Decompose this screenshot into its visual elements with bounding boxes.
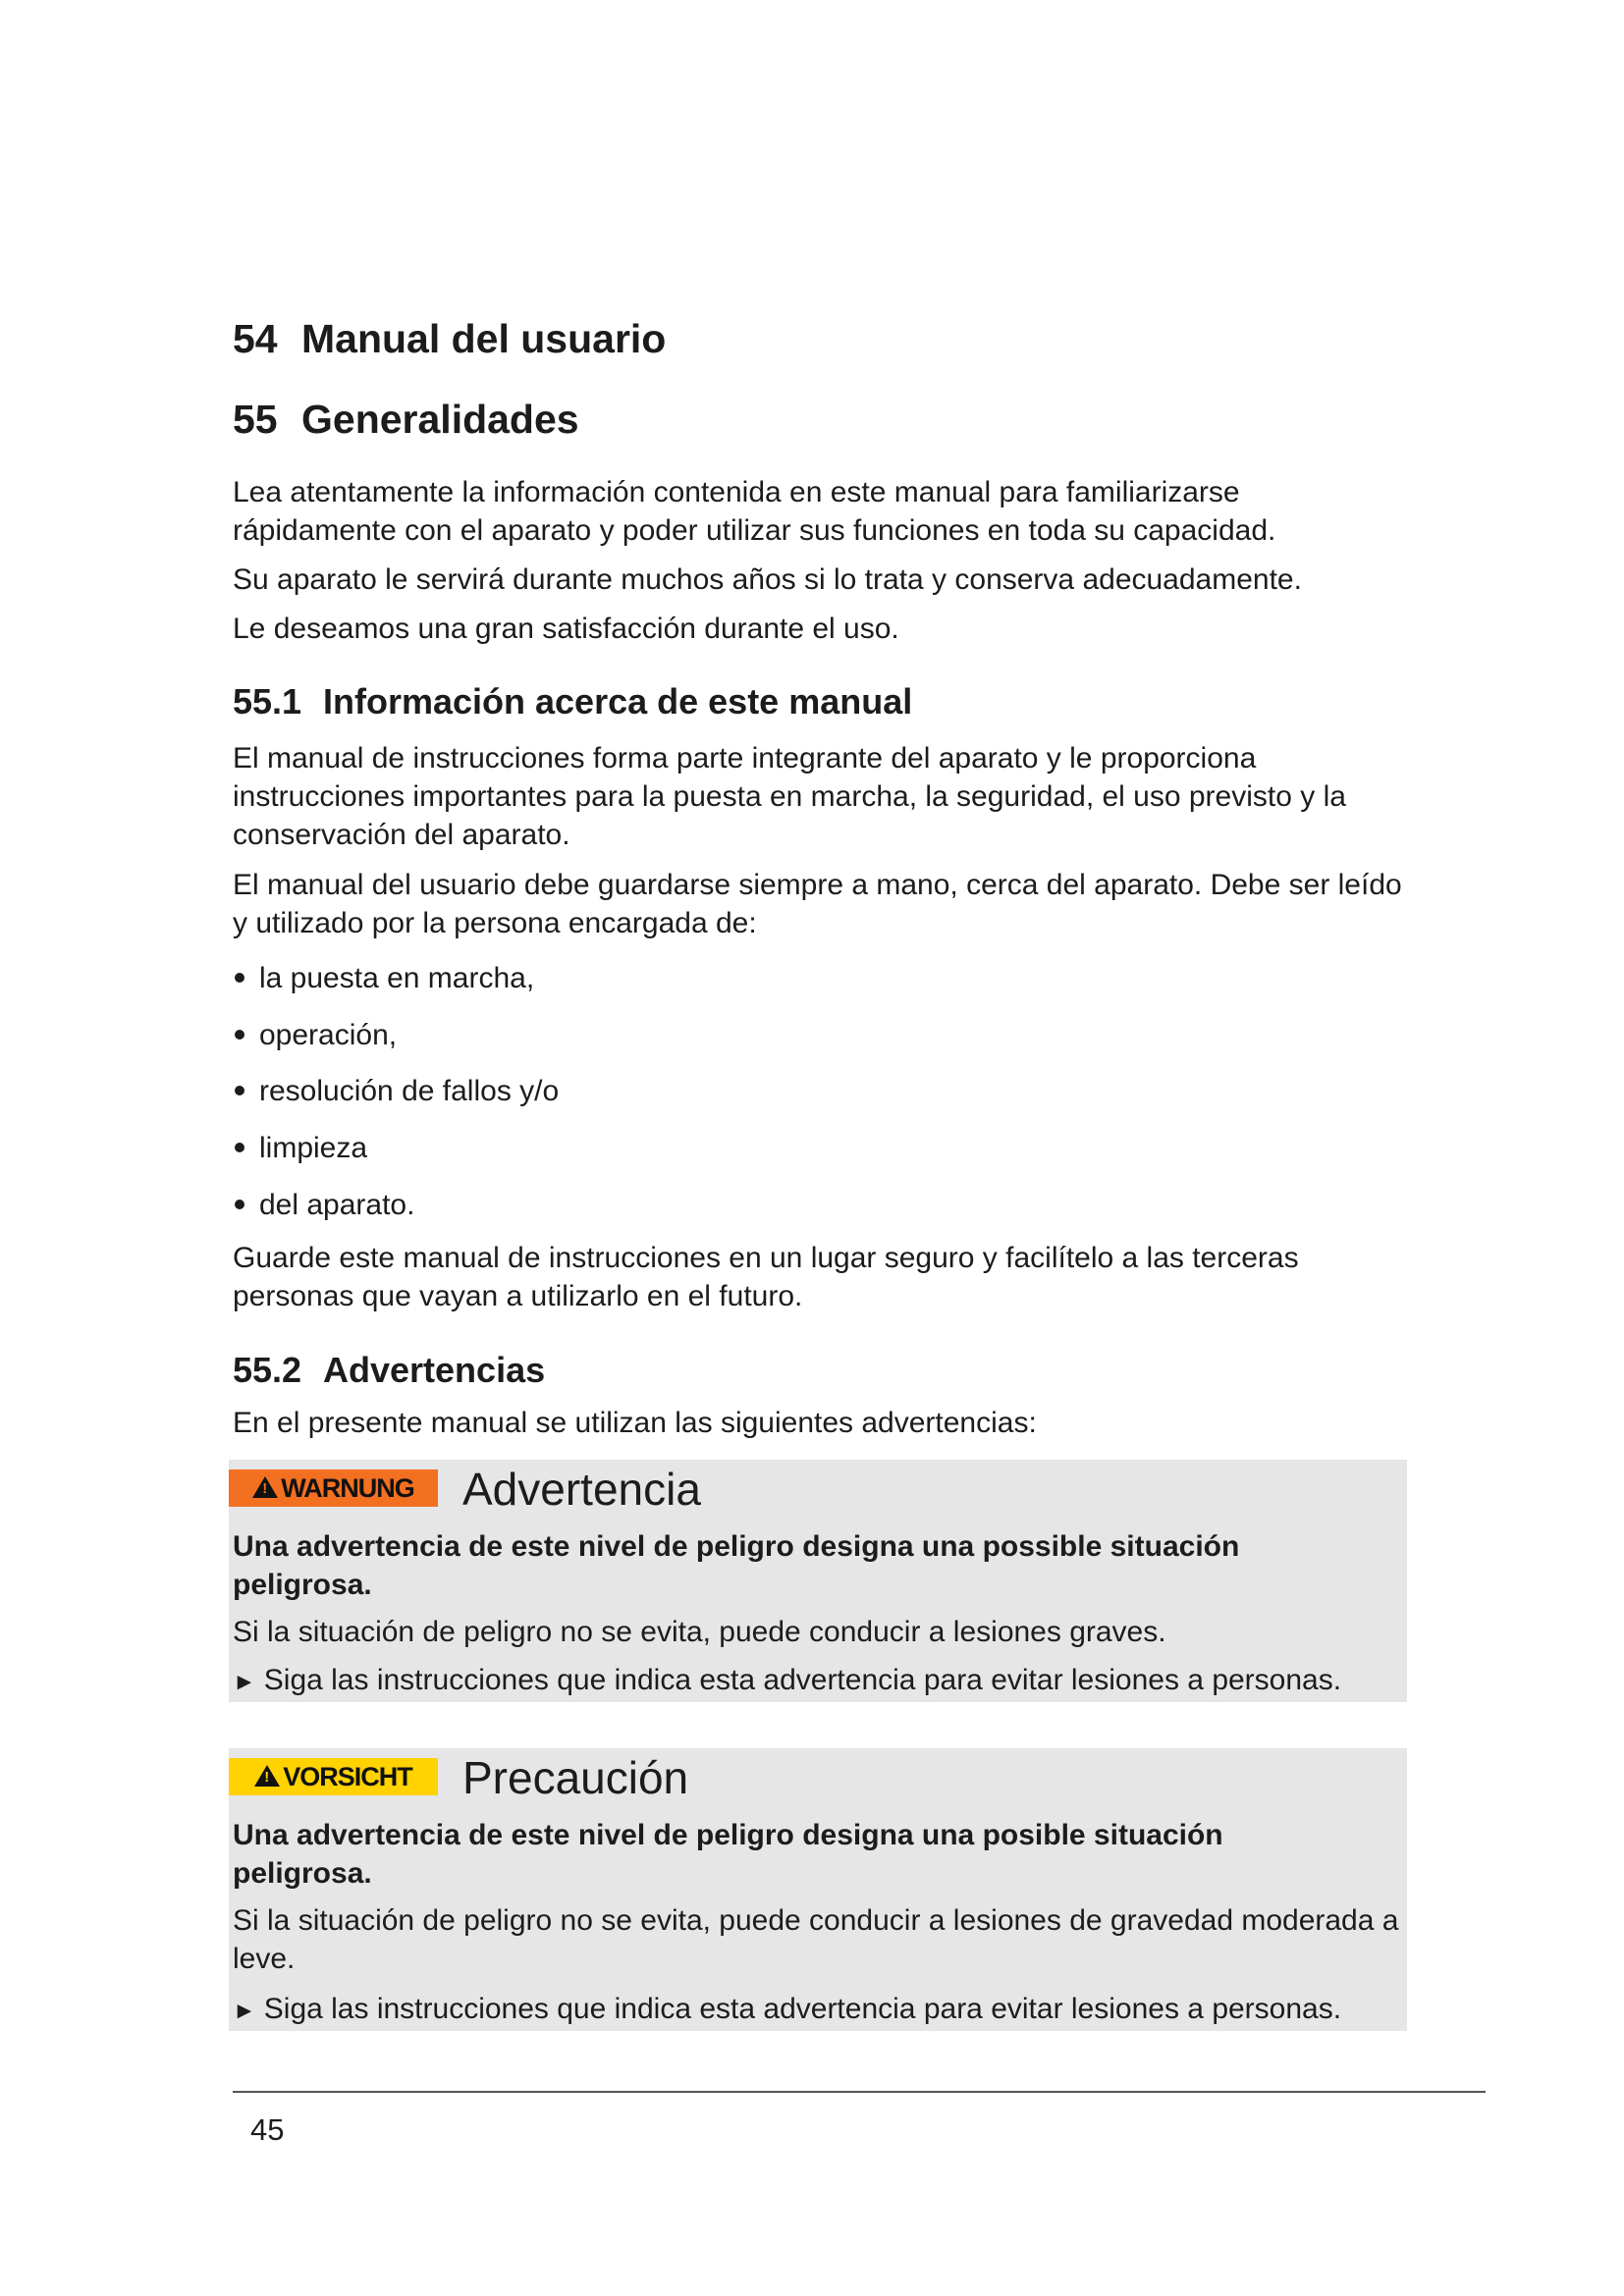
warning-box <box>229 1460 1407 1702</box>
section1-paragraph-3: Guarde este manual de instrucciones en un lugar seguro y facilítelo a las terceras personas que vayan a utilizarlo en el futuro. <box>233 1242 1299 1312</box>
section-number: 55.2 <box>233 1350 302 1390</box>
list-item: del aparato. <box>233 1186 414 1224</box>
warning-title: Advertencia <box>462 1464 701 1515</box>
section1-paragraph-2: El manual del usuario debe guardarse siempre a mano, cerca del aparato. Debe ser leído y utilizado por la persona encargada de: <box>233 869 1402 939</box>
caution-action: ► Siga las instrucciones que indica esta advertencia para evitar lesiones a personas. <box>233 1990 1401 2030</box>
section1-paragraph-1: El manual de instrucciones forma parte integrante del aparato y le proporciona instrucciones importantes para la puesta en marcha, la seguridad, el uso previsto y la conservación del aparato. <box>233 742 1346 851</box>
bullet-icon <box>235 1030 244 1040</box>
list-item: limpieza <box>233 1129 367 1167</box>
intro-paragraph-1: Lea atentamente la información contenida en este manual para familiarizarse rápidamente con el aparato y poder utilizar sus funciones en toda su capacidad. <box>233 476 1276 547</box>
caution-consequence: Si la situación de peligro no se evita, puede conducir a lesiones de gravedad moderada a leve. <box>233 1904 1399 1975</box>
chapter-title: Generalidades <box>301 397 579 442</box>
section-number: 55.1 <box>233 681 302 721</box>
warning-consequence: Si la situación de peligro no se evita, puede conducir a lesiones graves. <box>233 1616 1166 1648</box>
list-item: operación, <box>233 1016 397 1054</box>
warning-definition: Una advertencia de este nivel de peligro designa una possible situación peligrosa. <box>233 1530 1240 1601</box>
chapter-number: 54 <box>233 316 278 361</box>
arrow-right-icon: ► <box>233 1669 256 1695</box>
footer-divider <box>233 2091 1486 2093</box>
bullet-icon <box>235 1200 244 1209</box>
warning-triangle-icon <box>254 1765 280 1787</box>
list-item: resolución de fallos y/o <box>233 1072 559 1110</box>
list-item: la puesta en marcha, <box>233 959 534 997</box>
section-title: Advertencias <box>323 1350 546 1390</box>
chapter-number: 55 <box>233 397 278 442</box>
bullet-icon <box>235 973 244 983</box>
bullet-icon <box>235 1086 244 1095</box>
caution-title: Precaución <box>462 1752 689 1803</box>
section2-paragraph-1: En el presente manual se utilizan las siguientes advertencias: <box>233 1407 1037 1439</box>
arrow-right-icon: ► <box>233 1998 256 2024</box>
warning-action: ► Siga las instrucciones que indica esta advertencia para evitar lesiones a personas. <box>233 1661 1401 1701</box>
caution-badge: ! VORSICHT <box>229 1758 438 1795</box>
page-number: 45 <box>250 2112 285 2147</box>
caution-box <box>229 1748 1407 2031</box>
bullet-icon <box>235 1143 244 1152</box>
caution-definition: Una advertencia de este nivel de peligro designa una posible situación peligrosa. <box>233 1819 1223 1890</box>
warning-triangle-icon <box>252 1476 278 1498</box>
warning-badge: ! WARNUNG <box>229 1469 438 1507</box>
intro-paragraph-3: Le deseamos una gran satisfacción durante el uso. <box>233 613 899 645</box>
chapter-title: Manual del usuario <box>301 316 667 361</box>
intro-paragraph-2: Su aparato le servirá durante muchos años si lo trata y conserva adecuadamente. <box>233 563 1302 596</box>
section-heading-55-1 <box>233 681 913 721</box>
section-title: Información acerca de este manual <box>323 681 913 721</box>
section-heading-55-2 <box>233 1350 546 1390</box>
chapter-heading-55 <box>233 397 579 442</box>
chapter-heading-54 <box>233 316 667 361</box>
